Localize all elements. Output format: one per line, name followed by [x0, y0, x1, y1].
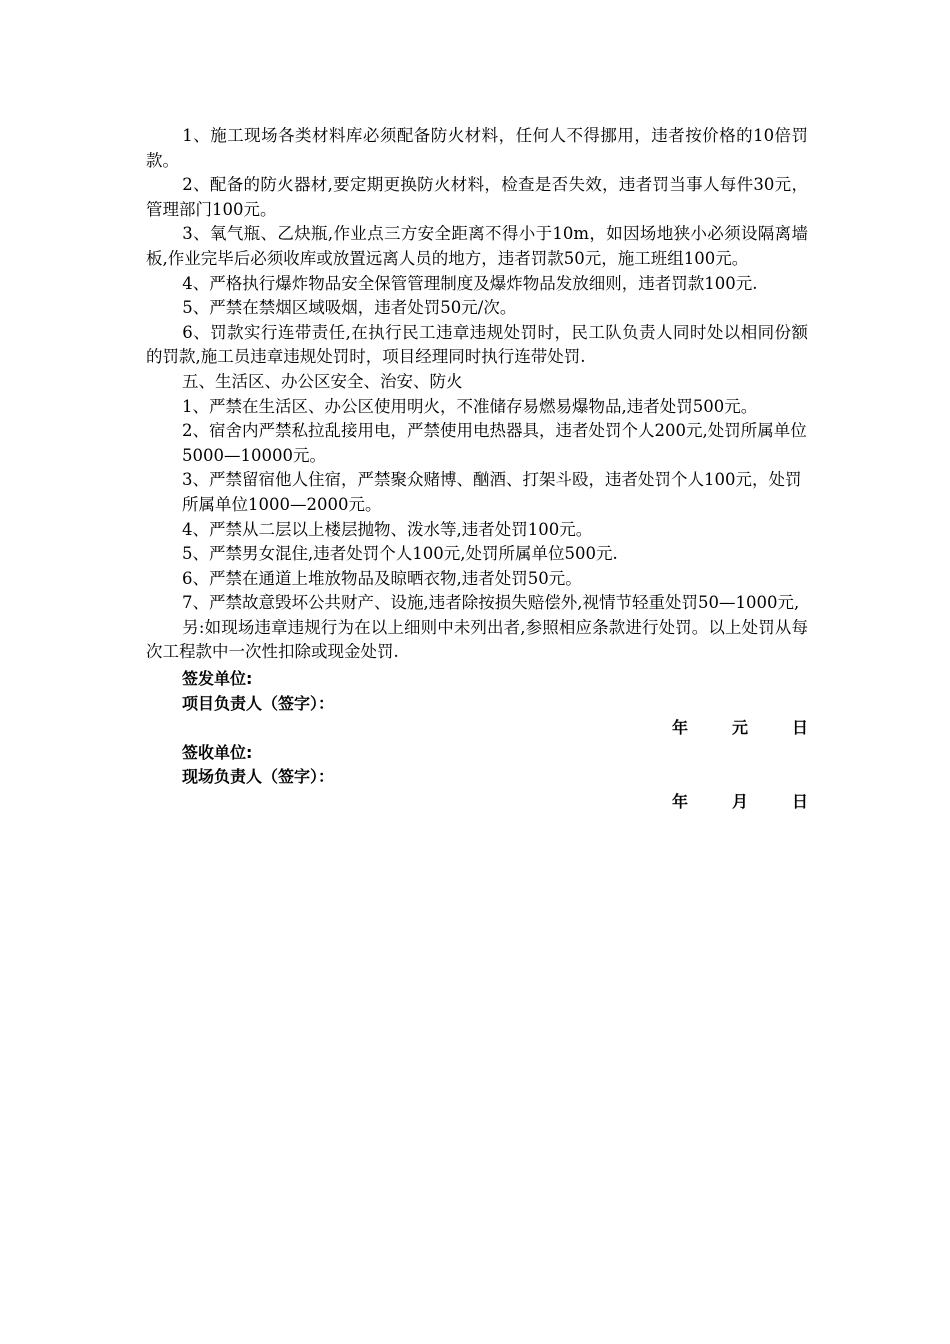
rule-2: 2、配备的防火器材,要定期更换防火材料，检查是否失效，违者罚当事人每件30元，管理部门100元。: [146, 175, 808, 219]
date-1-day: 日: [791, 718, 808, 738]
section-5-item-3: 3、严禁留宿他人住宿，严禁聚众赌博、酗酒、打架斗殴，违者处罚个人100元，处罚所属单位1000—2000元。: [182, 470, 802, 514]
rule-4: 4、严格执行爆炸物品安全保管管理制度及爆炸物品发放细则，违者罚款100元.: [182, 273, 758, 293]
rule-3: 3、氧气瓶、乙炔瓶,作业点三方安全距离不得小于10m，如因场地狭小必须设隔离墙板,作业完毕后必须收库或放置远离人员的地方，违者罚款50元，施工班组100元。: [146, 224, 808, 268]
section-5-item-2: 2、宿舍内严禁私拉乱接用电，严禁使用电热器具，违者处罚个人200元,处罚所属单位5000—10000元。: [182, 421, 807, 465]
date-2-day: 日: [791, 792, 808, 812]
date-2-month: 月: [731, 792, 748, 812]
project-lead-label: 项目负责人（签字）：: [182, 693, 335, 713]
section-5-item-4: 4、严禁从二层以上楼层抛物、泼水等,违者处罚100元。: [182, 519, 593, 539]
section-5-item-6: 6、严禁在通道上堆放物品及晾晒衣物,违者处罚50元。: [182, 568, 582, 588]
section-5-item-5: 5、严禁男女混住,违者处罚个人100元,处罚所属单位500元.: [182, 544, 618, 564]
receiver-label: 签收单位:: [182, 742, 253, 762]
site-lead-label: 现场负责人（签字）：: [182, 767, 335, 787]
rule-5: 5、严禁在禁烟区域吸烟，违者处罚50元/次。: [182, 298, 517, 318]
section-5-heading: 五、生活区、办公区安全、治安、防火: [182, 371, 463, 391]
issuer-label: 签发单位:: [182, 669, 253, 689]
section-5-item-7: 7、严禁故意毁坏公共财产、设施,违者除按损失赔偿外,视情节轻重处罚50—1000元,: [182, 593, 800, 613]
rule-1: 1、施工现场各类材料库必须配备防火材料，任何人不得挪用，违者按价格的10倍罚款。: [146, 126, 808, 170]
section-5-item-1: 1、严禁在生活区、办公区使用明火，不准储存易燃易爆物品,违者处罚500元。: [182, 396, 758, 416]
date-1-month: 元: [731, 718, 748, 738]
date-line-1: [146, 716, 808, 741]
date-line-2: [146, 790, 808, 815]
section-5-note: 另:如现场违章违规行为在以上细则中未列出者,参照相应条款进行处罚。以上处罚从每次工程款中一次性扣除或现金处罚.: [146, 617, 808, 662]
date-1-year: 年: [671, 718, 688, 738]
document-body: [146, 124, 808, 815]
rule-6: 6、罚款实行连带责任,在执行民工违章违规处罚时，民工队负责人同时处以相同份额的罚款,施工员违章违规处罚时，项目经理同时执行连带处罚.: [146, 322, 808, 367]
date-2-year: 年: [671, 792, 688, 812]
